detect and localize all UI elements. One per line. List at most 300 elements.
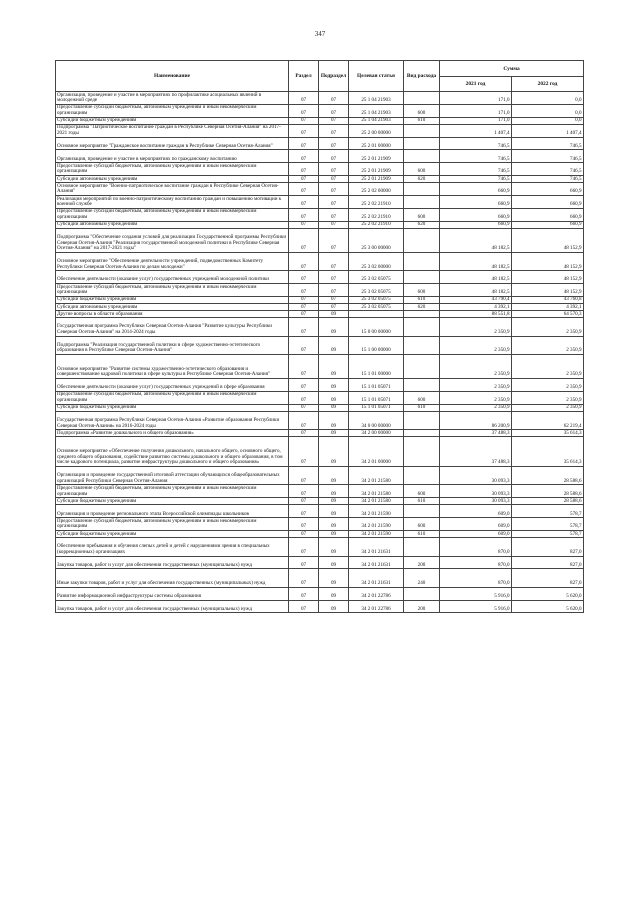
header-podrazdel: Подраздел (319, 61, 349, 92)
header-year-2022: 2022 год (512, 77, 584, 92)
cell-name: Подпрограмма "Обеспечение создания условий для реализации Государственной программы Республики Северная Осетия-Алания "Реализация государственной молодежной политики в Республике Северная Осетия-Алания" на 2017-2021 годы" (56, 228, 289, 252)
table-row (56, 498, 584, 505)
cell-2022: 5 620,0 (512, 600, 584, 613)
cell-podrazdel: 09 (319, 311, 349, 318)
cell-razdel: 07 (289, 175, 319, 182)
table-row (56, 569, 584, 587)
cell-target: 25 2 01 00000 (349, 137, 404, 150)
cell-podrazdel: 07 (319, 163, 349, 176)
cell-vid (404, 538, 440, 556)
cell-name: Субсидии бюджетным учреждениям (56, 296, 289, 303)
cell-2022: 746,5 (512, 150, 584, 163)
cell-name: Предоставление субсидий бюджетным, автономным учреждениям и иным некоммерческим организациям (56, 518, 289, 531)
table-row (56, 117, 584, 124)
cell-target: 34 2 01 21580 (349, 498, 404, 505)
cell-2022: 0,0 (512, 117, 584, 124)
cell-vid: 620 (404, 303, 440, 310)
cell-vid (404, 124, 440, 137)
cell-2021: 609,0 (440, 518, 512, 531)
cell-vid (404, 271, 440, 284)
cell-name: Субсидии автономным учреждениям (56, 303, 289, 310)
cell-name: Реализация мероприятий по военно-патриотическому воспитанию граждан и повышению мотивации к военной службе (56, 195, 289, 208)
cell-vid (404, 228, 440, 252)
cell-target: 34 2 01 21580 (349, 467, 404, 485)
cell-podrazdel: 09 (319, 505, 349, 518)
header-target: Целевая статья (349, 61, 404, 92)
cell-2021: 86 200,9 (440, 411, 512, 429)
table-row (56, 587, 584, 600)
cell-podrazdel: 07 (319, 124, 349, 137)
cell-target: 25 1 04 21903 (349, 92, 404, 105)
table-row (56, 311, 584, 318)
cell-2022: 48 152,9 (512, 283, 584, 296)
table-row (56, 228, 584, 252)
cell-2022: 62 219,4 (512, 411, 584, 429)
cell-vid (404, 183, 440, 196)
budget-table (55, 60, 584, 613)
cell-2021: 870,0 (440, 556, 512, 569)
cell-name: Субсидии бюджетным учреждениям (56, 530, 289, 537)
table-row (56, 391, 584, 404)
cell-name: Государственная программа Республики Северная Осетия-Алания "Развитие культуры Республики Северная Осетия-Алания" на 2014-2024 годы (56, 318, 289, 336)
table-row (56, 183, 584, 196)
cell-razdel: 07 (289, 355, 319, 379)
cell-2022: 5 620,0 (512, 587, 584, 600)
table-row (56, 124, 584, 137)
cell-2022: 660,9 (512, 195, 584, 208)
cell-vid (404, 430, 440, 437)
cell-2022: 660,9 (512, 208, 584, 221)
cell-razdel: 07 (289, 283, 319, 296)
table-row (56, 336, 584, 354)
cell-podrazdel: 09 (319, 379, 349, 392)
cell-razdel: 07 (289, 208, 319, 221)
cell-name: Закупка товаров, работ и услуг для обеспечения государственных (муниципальных) нужд (56, 600, 289, 613)
cell-name: Основное мероприятие "Гражданское воспитание граждан в Республике Северная Осетия-Алания" (56, 137, 289, 150)
table-body (56, 92, 584, 613)
cell-vid: 600 (404, 485, 440, 498)
cell-vid (404, 252, 440, 270)
cell-2022: 2 350,9 (512, 336, 584, 354)
cell-razdel: 07 (289, 600, 319, 613)
cell-vid: 600 (404, 163, 440, 176)
table-row (56, 175, 584, 182)
cell-target: 25 3 02 05075 (349, 271, 404, 284)
cell-2021: 870,0 (440, 538, 512, 556)
cell-podrazdel: 09 (319, 498, 349, 505)
cell-vid (404, 379, 440, 392)
cell-vid: 600 (404, 391, 440, 404)
table-row (56, 518, 584, 531)
cell-razdel: 07 (289, 530, 319, 537)
table-row (56, 150, 584, 163)
cell-razdel: 07 (289, 228, 319, 252)
cell-podrazdel: 09 (319, 518, 349, 531)
cell-2022: 578,7 (512, 505, 584, 518)
cell-vid: 620 (404, 221, 440, 228)
table-row (56, 195, 584, 208)
cell-vid: 610 (404, 404, 440, 411)
cell-razdel: 07 (289, 117, 319, 124)
cell-podrazdel: 07 (319, 303, 349, 310)
cell-razdel: 07 (289, 505, 319, 518)
cell-name: Подпрограмма "Реализация государственной политики в сфере художественно-эстетического образования в Республике Северная Осетия-Алания" (56, 336, 289, 354)
cell-2021: 746,5 (440, 150, 512, 163)
cell-2022: 4 392,1 (512, 303, 584, 310)
header-year-2021: 2021 год (440, 77, 512, 92)
cell-2022: 48 152,9 (512, 252, 584, 270)
cell-name: Организация, проведение и участие в мероприятиях по профилактике асоциальных явлений в молодежной среде (56, 92, 289, 105)
cell-razdel: 07 (289, 104, 319, 117)
cell-target: 25 2 01 21909 (349, 175, 404, 182)
cell-2021: 2 350,9 (440, 379, 512, 392)
table-row (56, 163, 584, 176)
cell-target: 25 3 02 05075 (349, 303, 404, 310)
header-vid: Вид расхода (404, 61, 440, 92)
cell-target: 25 3 00 00000 (349, 228, 404, 252)
header-sum: Сумма (440, 61, 584, 77)
cell-podrazdel: 09 (319, 391, 349, 404)
cell-vid: 600 (404, 518, 440, 531)
cell-2021: 746,5 (440, 137, 512, 150)
cell-vid: 600 (404, 208, 440, 221)
cell-vid (404, 336, 440, 354)
cell-razdel: 07 (289, 296, 319, 303)
table-row (56, 271, 584, 284)
cell-2021: 171,0 (440, 92, 512, 105)
table-row (56, 379, 584, 392)
cell-name: Субсидии бюджетным учреждениям (56, 404, 289, 411)
cell-target: 25 2 02 21910 (349, 195, 404, 208)
table-row (56, 208, 584, 221)
cell-vid: 600 (404, 104, 440, 117)
cell-razdel: 07 (289, 498, 319, 505)
cell-name: Субсидии автономным учреждениям (56, 221, 289, 228)
cell-razdel: 07 (289, 318, 319, 336)
cell-2022: 2 350,9 (512, 379, 584, 392)
table-row (56, 104, 584, 117)
cell-podrazdel: 07 (319, 92, 349, 105)
cell-target: 34 2 01 21590 (349, 505, 404, 518)
cell-razdel: 07 (289, 556, 319, 569)
cell-2022: 28 588,6 (512, 485, 584, 498)
cell-razdel: 07 (289, 404, 319, 411)
cell-razdel: 07 (289, 124, 319, 137)
header-razdel: Раздел (289, 61, 319, 92)
cell-2021: 870,0 (440, 569, 512, 587)
table-row (56, 303, 584, 310)
cell-target: 25 2 02 21910 (349, 221, 404, 228)
cell-2022: 746,5 (512, 163, 584, 176)
cell-razdel: 07 (289, 485, 319, 498)
table-row (56, 252, 584, 270)
cell-2022: 0,0 (512, 104, 584, 117)
cell-podrazdel: 07 (319, 195, 349, 208)
table-row (56, 137, 584, 150)
cell-podrazdel: 07 (319, 296, 349, 303)
cell-podrazdel: 09 (319, 600, 349, 613)
cell-2022: 827,0 (512, 538, 584, 556)
cell-razdel: 07 (289, 183, 319, 196)
cell-2022: 827,0 (512, 569, 584, 587)
cell-name: Субсидии бюджетным учреждениям (56, 117, 289, 124)
cell-razdel: 07 (289, 430, 319, 437)
cell-name: Основное мероприятие "Военно-патриотическое воспитание граждан в Республике Северная Осетия-Алания" (56, 183, 289, 196)
cell-razdel: 07 (289, 379, 319, 392)
cell-2022: 35 614,3 (512, 430, 584, 437)
cell-podrazdel: 07 (319, 104, 349, 117)
table-row (56, 430, 584, 437)
cell-podrazdel: 07 (319, 271, 349, 284)
cell-2022: 48 152,9 (512, 228, 584, 252)
cell-target: 34 2 01 21590 (349, 518, 404, 531)
cell-vid (404, 150, 440, 163)
cell-2021: 2 350,9 (440, 404, 512, 411)
table-header (56, 61, 584, 92)
cell-2022: 2 350,9 (512, 391, 584, 404)
cell-razdel: 07 (289, 311, 319, 318)
cell-razdel: 07 (289, 221, 319, 228)
cell-razdel: 07 (289, 336, 319, 354)
cell-2021: 30 093,3 (440, 485, 512, 498)
cell-razdel: 07 (289, 587, 319, 600)
cell-2021: 48 182,5 (440, 228, 512, 252)
cell-2022: 64 570,3 (512, 311, 584, 318)
cell-target: 25 1 04 21903 (349, 104, 404, 117)
cell-2022: 827,0 (512, 556, 584, 569)
cell-podrazdel: 07 (319, 221, 349, 228)
cell-target: 34 2 01 22786 (349, 587, 404, 600)
cell-2021: 1 407,4 (440, 124, 512, 137)
cell-podrazdel: 09 (319, 569, 349, 587)
cell-target: 15 1 00 00000 (349, 336, 404, 354)
cell-2021: 88 551,8 (440, 311, 512, 318)
cell-name: Основное мероприятие "Развитие системы художественно-эстетического образования и совершенствование кадровой политики в сфере культуры в Республике Северная Осетия-Алания" (56, 355, 289, 379)
header-name: Наименование (56, 61, 289, 92)
cell-vid (404, 195, 440, 208)
cell-2022: 43 760,8 (512, 296, 584, 303)
cell-2021: 43 790,4 (440, 296, 512, 303)
cell-2021: 30 093,3 (440, 498, 512, 505)
cell-podrazdel: 07 (319, 283, 349, 296)
cell-target (349, 311, 404, 318)
cell-podrazdel: 09 (319, 336, 349, 354)
cell-target: 34 2 01 21631 (349, 538, 404, 556)
cell-name: Обеспечение пребывания и обучения слепых детей и детей с нарушениями зрения в специальных (коррекционных) организациях (56, 538, 289, 556)
cell-razdel: 07 (289, 195, 319, 208)
cell-podrazdel: 09 (319, 404, 349, 411)
cell-2022: 578,7 (512, 518, 584, 531)
cell-name: Предоставление субсидий бюджетным, автономным учреждениям и иным некоммерческим организациям (56, 485, 289, 498)
cell-podrazdel: 09 (319, 530, 349, 537)
cell-2022: 660,9 (512, 221, 584, 228)
cell-podrazdel: 09 (319, 318, 349, 336)
cell-2021: 2 350,9 (440, 355, 512, 379)
table-row (56, 437, 584, 467)
cell-podrazdel: 09 (319, 467, 349, 485)
cell-name: Основное мероприятие "Обеспечение деятельности учреждений, подведомственных Комитету Республики Северная Осетия-Алания по делам молодежи" (56, 252, 289, 270)
cell-vid (404, 467, 440, 485)
cell-razdel: 07 (289, 163, 319, 176)
cell-target: 34 2 01 21590 (349, 530, 404, 537)
table-row (56, 467, 584, 485)
cell-target: 15 1 01 05071 (349, 404, 404, 411)
cell-2022: 48 152,9 (512, 271, 584, 284)
cell-target: 25 2 02 00000 (349, 183, 404, 196)
cell-2022: 2 350,9 (512, 318, 584, 336)
cell-2021: 30 093,3 (440, 467, 512, 485)
cell-podrazdel: 09 (319, 355, 349, 379)
cell-razdel: 07 (289, 137, 319, 150)
table-row (56, 411, 584, 429)
cell-vid: 200 (404, 600, 440, 613)
cell-2021: 5 916,0 (440, 587, 512, 600)
cell-2021: 4 392,1 (440, 303, 512, 310)
cell-name: Предоставление субсидий бюджетным, автономным учреждениям и иным некоммерческим организациям (56, 283, 289, 296)
cell-vid (404, 92, 440, 105)
cell-podrazdel: 07 (319, 208, 349, 221)
cell-2021: 48 182,5 (440, 252, 512, 270)
cell-vid: 610 (404, 498, 440, 505)
cell-vid (404, 505, 440, 518)
cell-razdel: 07 (289, 518, 319, 531)
table-row (56, 485, 584, 498)
table-row (56, 530, 584, 537)
table-row (56, 296, 584, 303)
cell-razdel: 07 (289, 92, 319, 105)
cell-razdel: 07 (289, 252, 319, 270)
cell-2021: 660,9 (440, 221, 512, 228)
cell-2021: 48 182,5 (440, 283, 512, 296)
cell-vid (404, 311, 440, 318)
cell-name: Субсидии бюджетным учреждениям (56, 498, 289, 505)
cell-target: 34 2 01 21580 (349, 485, 404, 498)
table-row (56, 283, 584, 296)
page-number: 347 (314, 30, 326, 38)
cell-2022: 2 350,9 (512, 404, 584, 411)
table-row (56, 600, 584, 613)
cell-target: 34 2 01 22786 (349, 600, 404, 613)
table-row (56, 318, 584, 336)
cell-name: Другие вопросы в области образования (56, 311, 289, 318)
cell-name: Предоставление субсидий бюджетным, автономным учреждениям и иным некоммерческим организациям (56, 104, 289, 117)
table-row (56, 221, 584, 228)
cell-target: 25 2 00 00000 (349, 124, 404, 137)
cell-target: 34 2 01 21631 (349, 569, 404, 587)
cell-2021: 5 916,0 (440, 600, 512, 613)
cell-podrazdel: 07 (319, 150, 349, 163)
cell-2021: 660,9 (440, 208, 512, 221)
cell-2022: 2 350,9 (512, 355, 584, 379)
cell-podrazdel: 09 (319, 430, 349, 437)
cell-vid: 200 (404, 556, 440, 569)
table-row (56, 92, 584, 105)
cell-target: 25 2 02 21910 (349, 208, 404, 221)
cell-2021: 609,0 (440, 530, 512, 537)
cell-2021: 2 350,9 (440, 391, 512, 404)
cell-2022: 28 588,6 (512, 498, 584, 505)
cell-2021: 2 350,9 (440, 318, 512, 336)
cell-name: Организация и проведение государственной итоговой аттестации обучающихся общеобразовательных организаций Республики Северная Осетия-Алания (56, 467, 289, 485)
cell-podrazdel: 07 (319, 175, 349, 182)
cell-vid: 610 (404, 530, 440, 537)
cell-podrazdel: 09 (319, 485, 349, 498)
cell-target: 25 3 02 05075 (349, 283, 404, 296)
cell-name: Закупка товаров, работ и услуг для обеспечения государственных (муниципальных) нужд (56, 556, 289, 569)
cell-podrazdel: 09 (319, 538, 349, 556)
cell-target: 34 2 01 21631 (349, 556, 404, 569)
cell-podrazdel: 09 (319, 556, 349, 569)
cell-podrazdel: 07 (319, 137, 349, 150)
cell-podrazdel: 07 (319, 252, 349, 270)
cell-2022: 578,7 (512, 530, 584, 537)
cell-name: Основное мероприятие «Обеспечение получения дошкольного, начального общего, основного общего, среднего общего образования, содействие развитию системы дошкольного и общего образования, в том числе кадрового потенциала, развитие инфраструктуры дошкольного и общего образования» (56, 437, 289, 467)
cell-2021: 171,0 (440, 117, 512, 124)
cell-target: 34 2 00 00000 (349, 430, 404, 437)
table-row (56, 404, 584, 411)
cell-razdel: 07 (289, 437, 319, 467)
cell-2021: 746,5 (440, 175, 512, 182)
cell-podrazdel: 09 (319, 411, 349, 429)
cell-2022: 1 407,4 (512, 124, 584, 137)
cell-razdel: 07 (289, 271, 319, 284)
cell-2021: 660,9 (440, 183, 512, 196)
cell-target: 25 2 01 21909 (349, 150, 404, 163)
cell-target: 25 2 01 21909 (349, 163, 404, 176)
cell-podrazdel: 07 (319, 183, 349, 196)
cell-2021: 609,0 (440, 505, 512, 518)
cell-2021: 37 488,3 (440, 437, 512, 467)
cell-target: 15 1 01 00000 (349, 355, 404, 379)
cell-2021: 746,5 (440, 163, 512, 176)
cell-name: Субсидии автономным учреждениям (56, 175, 289, 182)
cell-name: Государственная программа Республики Северная Осетия-Алания «Развитие образования Республики Северная Осетия-Алания» на 2016-2024 годы (56, 411, 289, 429)
cell-2022: 746,5 (512, 175, 584, 182)
cell-razdel: 07 (289, 150, 319, 163)
cell-2021: 48 182,5 (440, 271, 512, 284)
cell-2022: 0,0 (512, 92, 584, 105)
cell-name: Обеспечение деятельности (оказание услуг) государственных учреждений в сфере образования (56, 379, 289, 392)
cell-target: 25 1 04 21903 (349, 117, 404, 124)
cell-name: Подпрограмма "Патриотическое воспитание граждан в Республике Северная Осетия-Алания" на 2017-2021 годы (56, 124, 289, 137)
table-row (56, 505, 584, 518)
cell-2022: 746,5 (512, 137, 584, 150)
cell-razdel: 07 (289, 538, 319, 556)
cell-target: 15 1 01 05071 (349, 391, 404, 404)
cell-name: Организация, проведение и участие в мероприятиях по гражданскому воспитанию (56, 150, 289, 163)
table-row (56, 556, 584, 569)
cell-vid (404, 437, 440, 467)
cell-name: Предоставление субсидий бюджетным, автономным учреждениям и иным некоммерческим организациям (56, 163, 289, 176)
table-row (56, 355, 584, 379)
cell-vid: 610 (404, 117, 440, 124)
cell-name: Организация и проведение регионального этапа Всероссийской олимпиады школьников (56, 505, 289, 518)
cell-vid (404, 318, 440, 336)
cell-name: Обеспечение деятельности (оказание услуг) государственных учреждений молодежной политики (56, 271, 289, 284)
cell-vid: 600 (404, 283, 440, 296)
table-row (56, 538, 584, 556)
cell-vid (404, 411, 440, 429)
cell-vid (404, 587, 440, 600)
cell-name: Развитие информационной инфраструктуры системы образования (56, 587, 289, 600)
cell-podrazdel: 09 (319, 437, 349, 467)
cell-target: 15 0 00 00000 (349, 318, 404, 336)
cell-razdel: 07 (289, 467, 319, 485)
cell-2021: 37 488,3 (440, 430, 512, 437)
cell-2021: 171,0 (440, 104, 512, 117)
cell-vid: 620 (404, 175, 440, 182)
cell-target: 25 3 02 05075 (349, 296, 404, 303)
